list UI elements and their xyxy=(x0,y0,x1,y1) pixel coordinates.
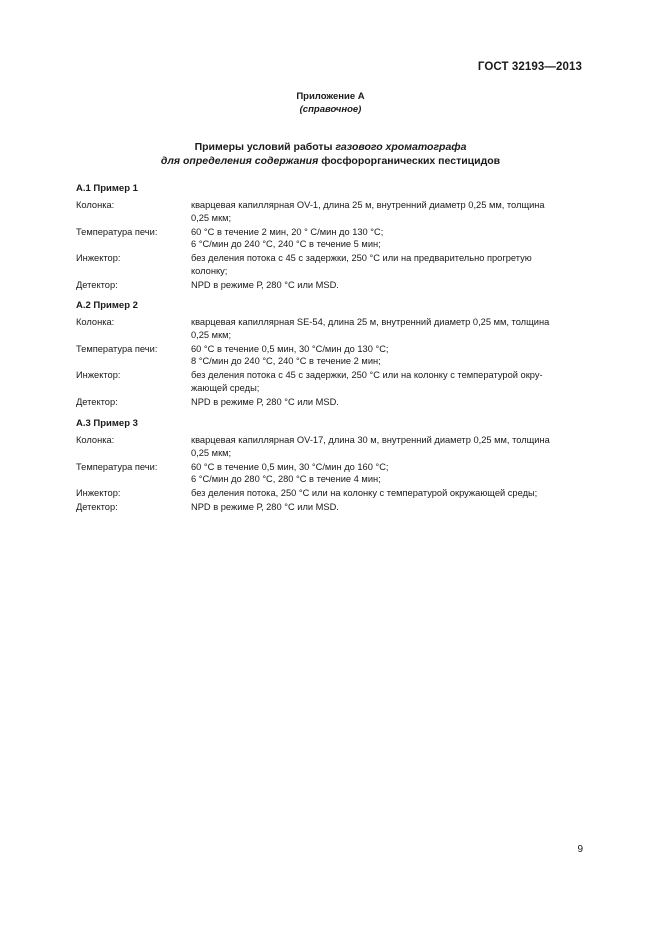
param-value xyxy=(191,199,580,224)
param-value xyxy=(191,501,580,514)
param-value-line: 0,25 мкм; xyxy=(191,447,232,458)
param-row-oven-temperature xyxy=(76,226,580,251)
param-value-line: 6 °С/мин до 240 °С, 240 °С в течение 5 мин; xyxy=(191,239,381,249)
param-value xyxy=(191,396,580,409)
title-line-2-italic: для определения содержания xyxy=(160,155,319,167)
param-value-line: 0,25 мкм; xyxy=(191,212,232,223)
param-value xyxy=(191,343,580,368)
param-label: Колонка: xyxy=(76,317,115,327)
param-row-injector xyxy=(76,487,580,500)
document-title xyxy=(0,140,661,168)
param-label: Детектор: xyxy=(76,396,118,407)
param-value xyxy=(191,434,580,459)
param-value xyxy=(191,369,580,394)
param-value-line: 60 °С в течение 2 мин, 20 ° С/мин до 130 °С; xyxy=(191,226,384,237)
appendix-title: Приложение А xyxy=(296,91,365,102)
param-row-detector xyxy=(76,396,580,409)
param-label: Колонка: xyxy=(76,435,115,445)
param-value-line: кварцевая капиллярная SE-54, длина 25 м, внутренний диаметр 0,25 мм, толщина xyxy=(191,317,550,327)
param-label: Температура печи: xyxy=(76,461,158,472)
section-heading: А.3 Пример 3 xyxy=(76,418,138,429)
param-value-line: колонку; xyxy=(191,265,228,276)
title-line-2 xyxy=(0,154,661,168)
appendix-subtitle: (справочное) xyxy=(299,104,362,115)
param-value-line: без деления потока с 45 с задержки, 250 °С или на предварительно прогретую xyxy=(191,253,532,263)
param-value-line: жающей среды; xyxy=(191,382,260,393)
param-value-line: NPD в режиме Р, 280 °С или MSD. xyxy=(191,279,339,290)
param-value-line: 60 °С в течение 0,5 мин, 30 °С/мин до 160 °С; xyxy=(191,461,389,472)
param-row-oven-temperature xyxy=(76,461,580,486)
param-label: Детектор: xyxy=(76,279,118,290)
title-line-2-plain: фосфорорганических пестицидов xyxy=(318,155,501,167)
param-row-detector xyxy=(76,501,580,514)
param-value-line: 6 °С/мин до 280 °С, 280 °С в течение 4 мин; xyxy=(191,474,381,484)
param-row-injector xyxy=(76,252,580,277)
standard-number: ГОСТ 32193—2013 xyxy=(477,61,582,73)
param-value-line: 8 °С/мин до 240 °С, 240 °С в течение 2 мин; xyxy=(191,356,381,366)
param-row-oven-temperature xyxy=(76,343,580,368)
param-label: Колонка: xyxy=(76,200,115,210)
param-value-line: кварцевая капиллярная OV-1, длина 25 м, внутренний диаметр 0,25 мм, толщина xyxy=(191,200,545,210)
param-row-column xyxy=(76,316,580,341)
param-value-line: 60 °С в течение 0,5 мин, 30 °С/мин до 130 °С; xyxy=(191,343,389,354)
param-value-line: NPD в режиме Р, 280 °С или MSD. xyxy=(191,396,339,407)
param-label: Инжектор: xyxy=(76,370,121,380)
param-value xyxy=(191,487,580,500)
page-number: 9 xyxy=(577,844,583,855)
param-value-line: без деления потока с 45 с задержки, 250 °С или на колонку с температурой окру- xyxy=(191,370,543,380)
param-row-column xyxy=(76,199,580,224)
param-value-line: без деления потока, 250 °С или на колонку с температурой окружающей среды; xyxy=(191,488,538,498)
param-value-line: кварцевая капиллярная OV-17, длина 30 м, внутренний диаметр 0,25 мм, толщина xyxy=(191,435,550,445)
param-row-injector xyxy=(76,369,580,394)
param-value-line: 0,25 мкм; xyxy=(191,329,232,340)
title-line-1-plain: Примеры условий работы xyxy=(194,141,336,153)
param-label: Инжектор: xyxy=(76,253,121,263)
param-label: Инжектор: xyxy=(76,488,121,498)
param-value xyxy=(191,461,580,486)
section-heading: А.1 Пример 1 xyxy=(76,183,138,194)
param-label: Температура печи: xyxy=(76,343,158,354)
section-example-2 xyxy=(76,299,580,410)
param-row-detector xyxy=(76,279,580,292)
section-example-1 xyxy=(76,182,580,293)
param-value xyxy=(191,316,580,341)
param-value-line: NPD в режиме Р, 280 °С или MSD. xyxy=(191,502,339,512)
section-example-3 xyxy=(76,417,580,515)
param-label: Температура печи: xyxy=(76,226,158,237)
param-label: Детектор: xyxy=(76,502,118,512)
param-value xyxy=(191,279,580,292)
param-value xyxy=(191,252,580,277)
title-line-1-italic: газового хроматографа xyxy=(335,141,467,153)
title-line-1 xyxy=(0,140,661,154)
param-value xyxy=(191,226,580,251)
section-heading: А.2 Пример 2 xyxy=(76,300,138,311)
param-row-column xyxy=(76,434,580,459)
